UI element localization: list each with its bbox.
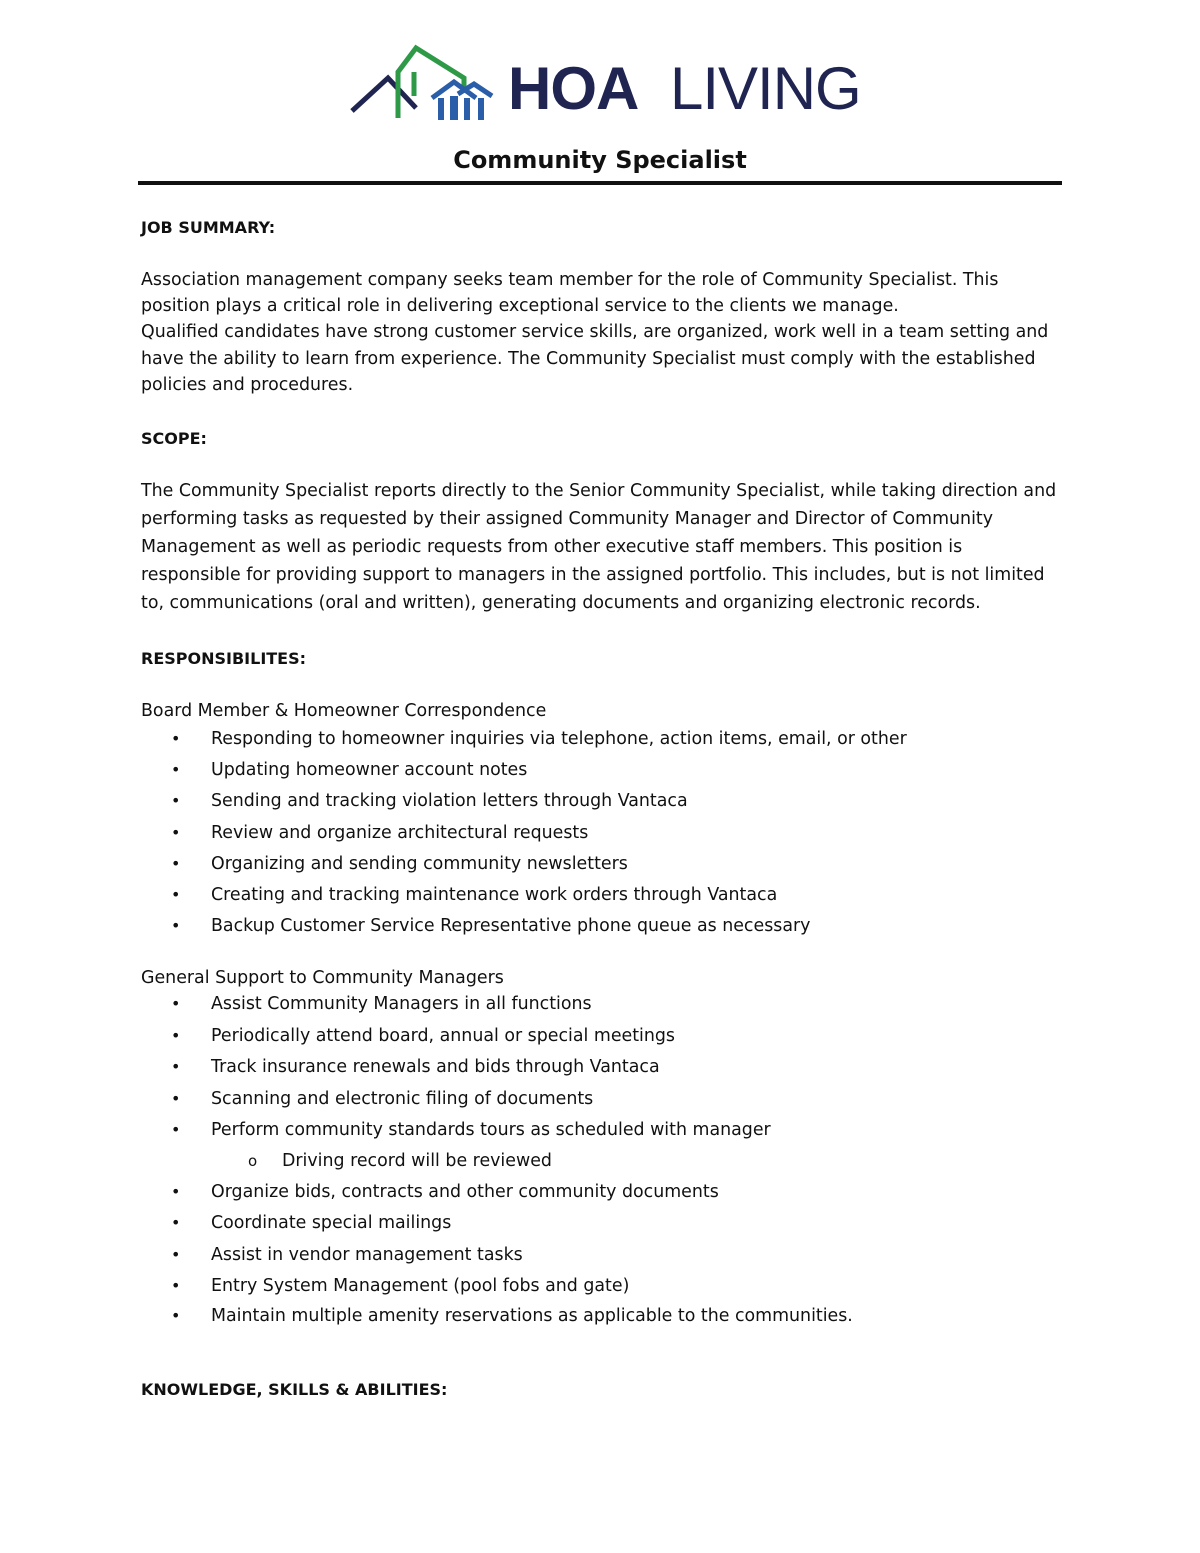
list-item: Maintain multiple amenity reservations as applicable to the communities. bbox=[211, 1306, 853, 1326]
group-title-general-support: General Support to Community Managers bbox=[141, 968, 504, 988]
bullet-icon: • bbox=[171, 1182, 181, 1201]
job-summary-line: position plays a critical role in delivering exceptional service to the clients we manage. bbox=[141, 296, 899, 316]
bullet-icon: • bbox=[171, 885, 181, 904]
group-title-correspondence: Board Member & Homeowner Correspondence bbox=[141, 701, 547, 721]
bullet-icon: • bbox=[171, 823, 181, 842]
bullet-icon: • bbox=[171, 760, 181, 779]
bullet-icon: • bbox=[171, 916, 181, 935]
list-item: Sending and tracking violation letters through Vantaca bbox=[211, 791, 688, 811]
sub-list-item: Driving record will be reviewed bbox=[282, 1151, 552, 1171]
logo-word-living: LIVING bbox=[670, 55, 861, 122]
bullet-icon: • bbox=[171, 1213, 181, 1232]
bullet-icon: • bbox=[171, 1306, 181, 1325]
list-item: Periodically attend board, annual or special meetings bbox=[211, 1026, 675, 1046]
bullet-icon: • bbox=[171, 1026, 181, 1045]
job-summary-heading: JOB SUMMARY: bbox=[141, 218, 276, 237]
list-item: Coordinate special mailings bbox=[211, 1213, 452, 1233]
job-summary-line: Qualified candidates have strong customer service skills, are organized, work well in a team setting and bbox=[141, 322, 1049, 342]
job-summary-line: have the ability to learn from experience. The Community Specialist must comply with the established bbox=[141, 349, 1036, 369]
job-summary-line: policies and procedures. bbox=[141, 375, 354, 395]
ksa-heading: KNOWLEDGE, SKILLS & ABILITIES: bbox=[141, 1380, 448, 1399]
logo-word-hoa: HOA bbox=[508, 55, 639, 122]
list-item: Scanning and electronic filing of documents bbox=[211, 1089, 594, 1109]
responsibilities-heading: RESPONSIBILITES: bbox=[141, 649, 307, 668]
list-item: Updating homeowner account notes bbox=[211, 760, 528, 780]
list-item: Creating and tracking maintenance work orders through Vantaca bbox=[211, 885, 778, 905]
bullet-icon: • bbox=[171, 791, 181, 810]
list-item: Track insurance renewals and bids through Vantaca bbox=[211, 1057, 660, 1077]
scope-line: responsible for providing support to managers in the assigned portfolio. This includes, but is not limited bbox=[141, 565, 1045, 585]
document-title: Community Specialist bbox=[453, 146, 747, 174]
bullet-icon: • bbox=[171, 854, 181, 873]
list-item: Backup Customer Service Representative phone queue as necessary bbox=[211, 916, 811, 936]
scope-heading: SCOPE: bbox=[141, 429, 207, 448]
bullet-icon: • bbox=[171, 1120, 181, 1139]
list-item: Assist in vendor management tasks bbox=[211, 1245, 523, 1265]
list-item: Review and organize architectural requests bbox=[211, 823, 589, 843]
job-summary-line: Association management company seeks team member for the role of Community Specialist. This bbox=[141, 270, 999, 290]
list-item: Entry System Management (pool fobs and gate) bbox=[211, 1276, 630, 1296]
house-roofline-icon bbox=[346, 44, 506, 130]
bullet-icon: • bbox=[171, 729, 181, 748]
scope-line: The Community Specialist reports directly to the Senior Community Specialist, while taking direction and bbox=[141, 481, 1057, 501]
bullet-icon: • bbox=[171, 1245, 181, 1264]
bullet-icon: • bbox=[171, 994, 181, 1013]
list-item: Assist Community Managers in all functions bbox=[211, 994, 592, 1014]
bullet-icon: • bbox=[171, 1057, 181, 1076]
scope-line: performing tasks as requested by their assigned Community Manager and Director of Community bbox=[141, 509, 994, 529]
list-item: Organizing and sending community newsletters bbox=[211, 854, 628, 874]
scope-line: to, communications (oral and written), generating documents and organizing electronic records. bbox=[141, 593, 981, 613]
bullet-icon: • bbox=[171, 1089, 181, 1108]
title-divider bbox=[138, 181, 1062, 185]
scope-line: Management as well as periodic requests from other executive staff members. This position is bbox=[141, 537, 963, 557]
list-item: Organize bids, contracts and other community documents bbox=[211, 1182, 719, 1202]
sub-bullet-icon: o bbox=[248, 1152, 258, 1170]
list-item: Perform community standards tours as scheduled with manager bbox=[211, 1120, 771, 1140]
bullet-icon: • bbox=[171, 1276, 181, 1295]
list-item: Responding to homeowner inquiries via telephone, action items, email, or other bbox=[211, 729, 907, 749]
hoa-living-logo bbox=[346, 44, 861, 130]
